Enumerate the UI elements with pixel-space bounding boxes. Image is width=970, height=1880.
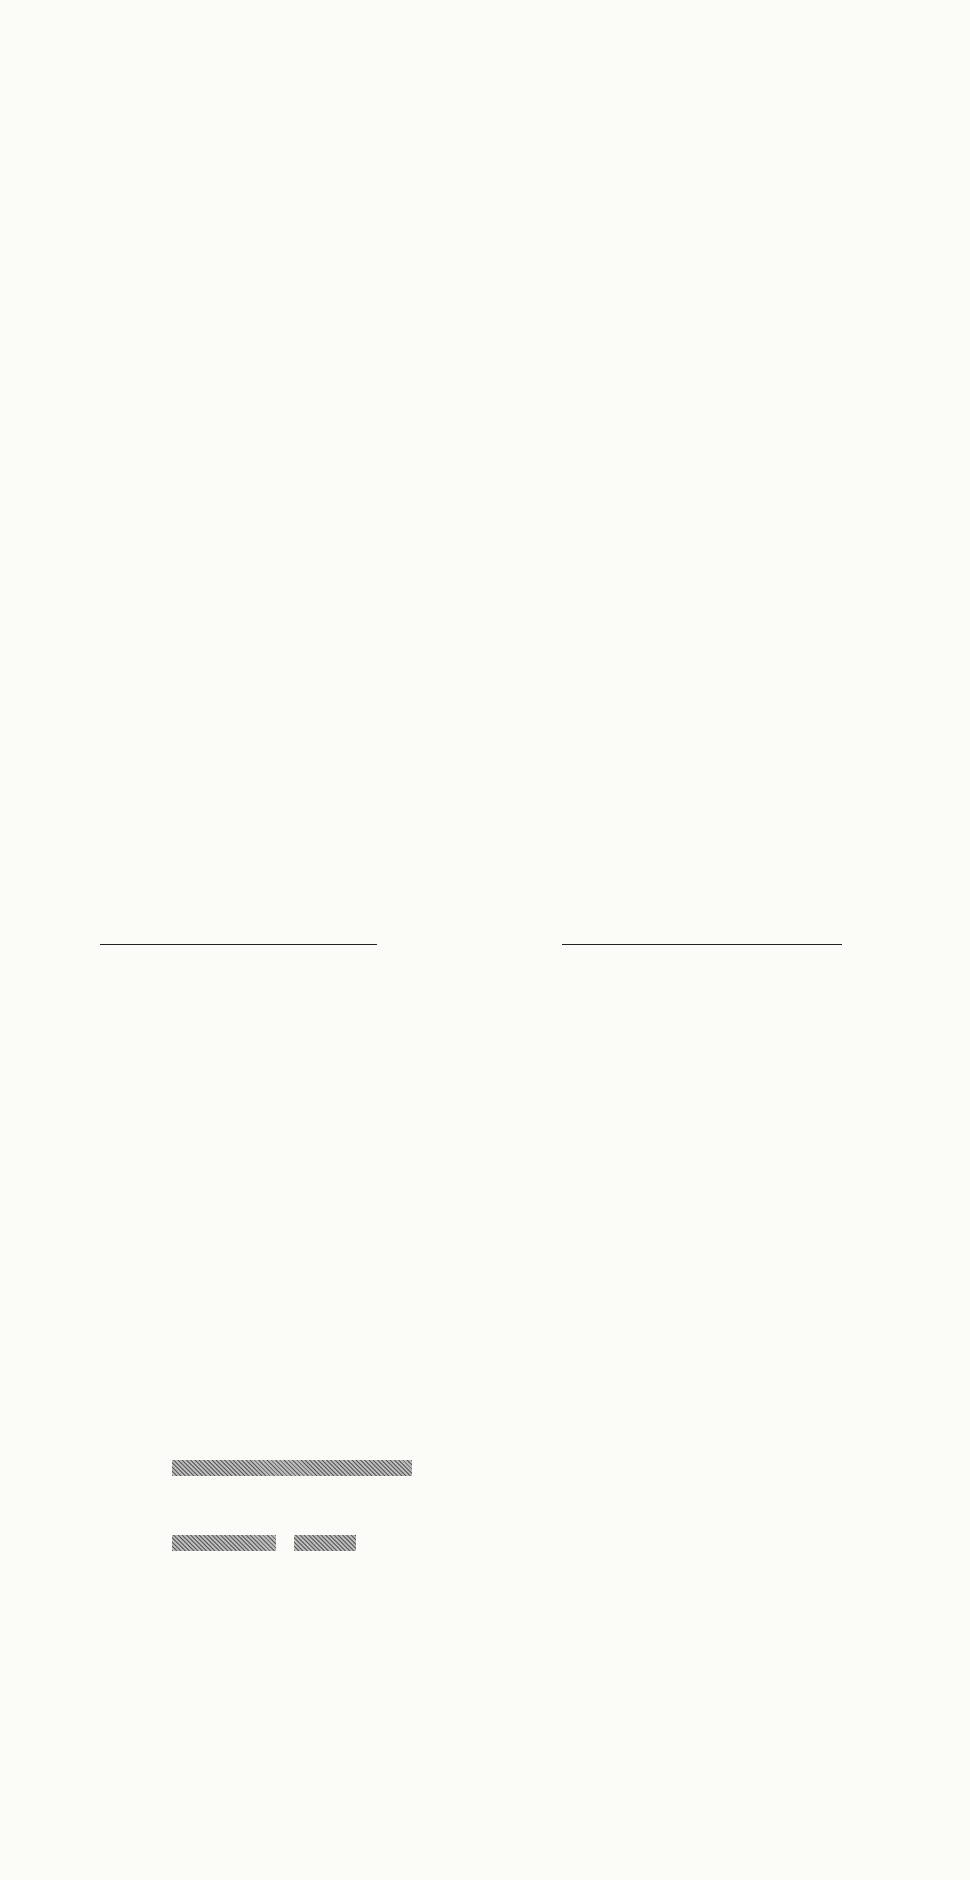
graphic-block-row xyxy=(172,1460,412,1476)
description-line xyxy=(100,1101,850,1129)
description-line xyxy=(100,1073,850,1101)
code-line xyxy=(172,1308,412,1333)
code-line xyxy=(172,1233,412,1258)
code-line xyxy=(172,1681,412,1706)
code-line xyxy=(172,1382,412,1407)
code-line xyxy=(172,1830,412,1855)
section-heading xyxy=(100,913,842,969)
heading-rule-left xyxy=(100,944,377,945)
code-line xyxy=(172,1756,412,1781)
graphic-block-row xyxy=(172,1535,276,1551)
game-description xyxy=(100,988,850,1158)
heading-rule-right xyxy=(562,944,842,945)
code-line-30 xyxy=(172,1457,412,1482)
code-line xyxy=(172,1606,412,1631)
description-line xyxy=(100,1129,850,1157)
description-line xyxy=(100,988,850,1016)
description-line xyxy=(100,1045,850,1073)
graphic-block-row xyxy=(294,1535,356,1551)
code-line-30-continued xyxy=(172,1532,412,1557)
description-line xyxy=(100,1016,850,1044)
basic-listing-bottom xyxy=(172,1183,412,1880)
